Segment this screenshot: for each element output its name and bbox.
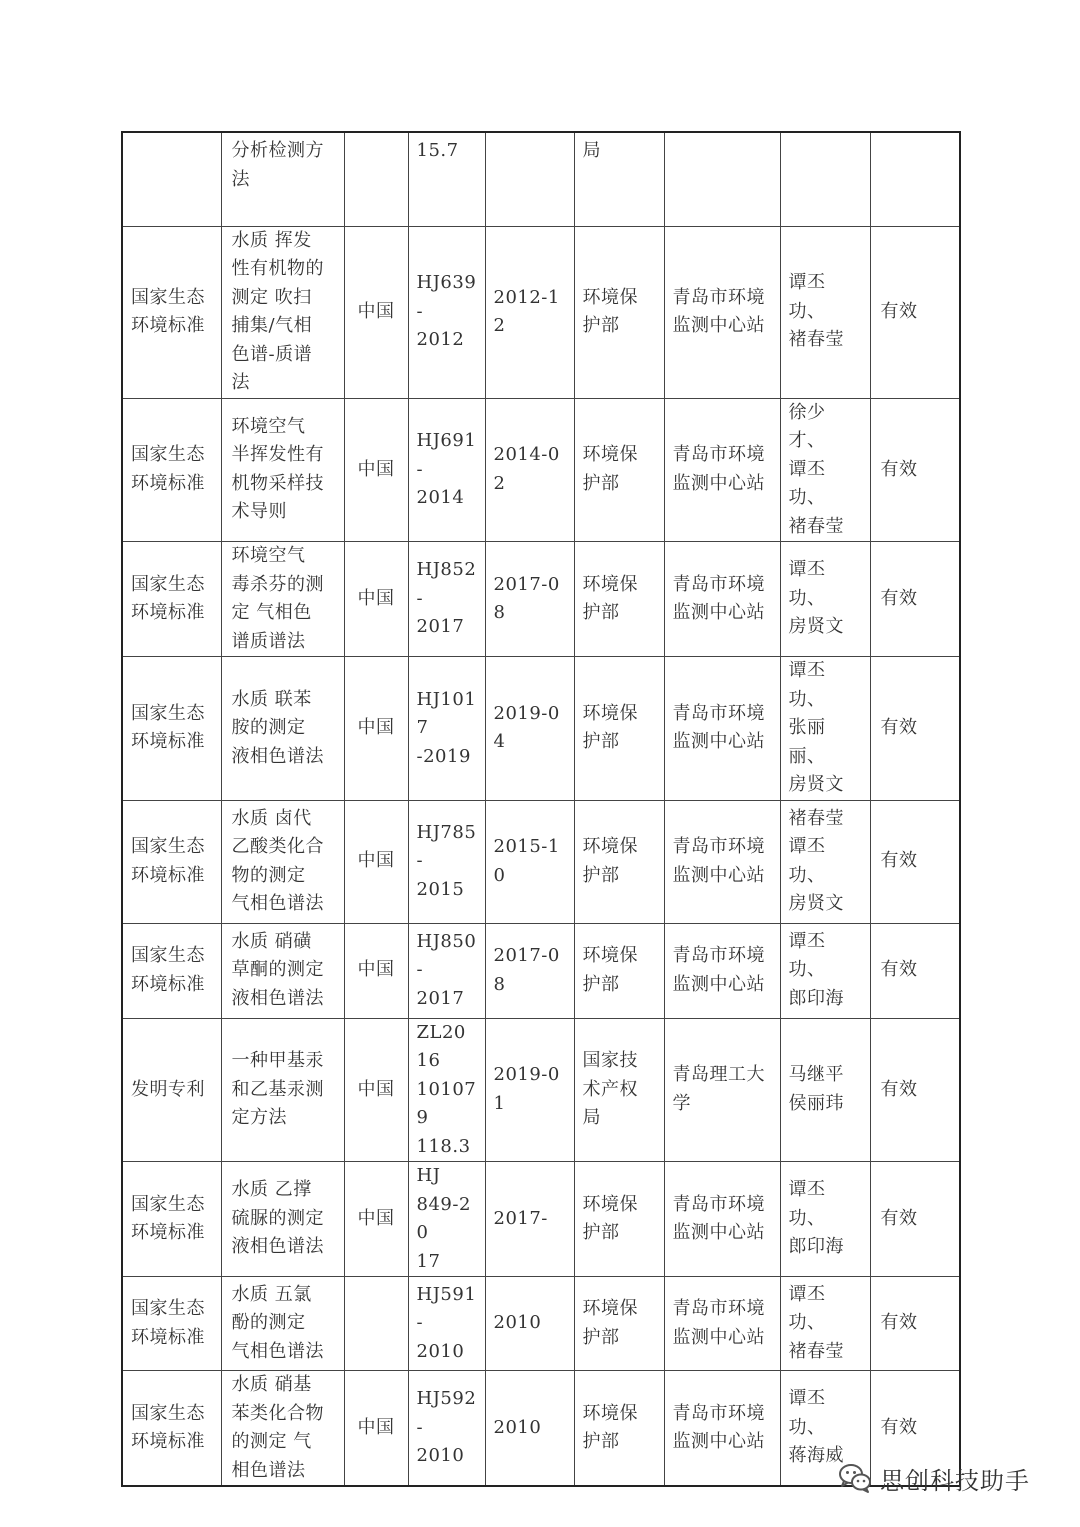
cell-standard-name: 一种甲基汞 和乙基汞测 定方法 xyxy=(221,1018,344,1162)
cell-date: 2012-12 xyxy=(485,226,574,398)
cell-country: 中国 xyxy=(344,800,408,923)
cell-code: ZL2016 101079 118.3 xyxy=(408,1018,485,1162)
cell-type: 国家生态 环境标准 xyxy=(122,226,221,398)
wechat-icon xyxy=(838,1462,872,1494)
cell-publisher: 环境保 护部 xyxy=(574,226,664,398)
cell-code: HJ785- 2015 xyxy=(408,800,485,923)
cell-type: 国家生态 环境标准 xyxy=(122,1162,221,1277)
cell-code: HJ691- 2014 xyxy=(408,398,485,542)
cell-unit: 青岛市环境 监测中心站 xyxy=(664,923,780,1018)
cell-unit: 青岛市环境 监测中心站 xyxy=(664,800,780,923)
cell-type: 国家生态 环境标准 xyxy=(122,657,221,801)
cell-standard-name: 水质 联苯 胺的测定 液相色谱法 xyxy=(221,657,344,801)
cell-standard-name: 水质 挥发 性有机物的 测定 吹扫 捕集/气相 色谱-质谱 法 xyxy=(221,226,344,398)
cell-unit: 青岛市环境 监测中心站 xyxy=(664,657,780,801)
table-row xyxy=(122,800,960,923)
cell-status: 有效 xyxy=(870,800,960,923)
cell-standard-name: 环境空气 半挥发性有 机物采样技 术导则 xyxy=(221,398,344,542)
cell-status xyxy=(870,132,960,226)
cell-country xyxy=(344,1277,408,1371)
cell-code: HJ850- 2017 xyxy=(408,923,485,1018)
cell-authors: 谭丕功、 郎印海 xyxy=(780,923,870,1018)
table-row xyxy=(122,542,960,657)
standards-table xyxy=(121,131,961,1487)
cell-unit: 青岛市环境 监测中心站 xyxy=(664,1162,780,1277)
cell-unit xyxy=(664,132,780,226)
cell-unit: 青岛市环境 监测中心站 xyxy=(664,542,780,657)
cell-status: 有效 xyxy=(870,923,960,1018)
cell-code: HJ639- 2012 xyxy=(408,226,485,398)
cell-country: 中国 xyxy=(344,398,408,542)
cell-country: 中国 xyxy=(344,1162,408,1277)
cell-date: 2019-04 xyxy=(485,657,574,801)
table-row xyxy=(122,1277,960,1371)
cell-standard-name: 环境空气 毒杀芬的测 定 气相色 谱质谱法 xyxy=(221,542,344,657)
table-body xyxy=(122,132,960,1486)
cell-country: 中国 xyxy=(344,1018,408,1162)
cell-publisher: 环境保 护部 xyxy=(574,923,664,1018)
cell-standard-name: 水质 硝磺 草酮的测定 液相色谱法 xyxy=(221,923,344,1018)
cell-publisher: 国家技 术产权 局 xyxy=(574,1018,664,1162)
cell-type: 发明专利 xyxy=(122,1018,221,1162)
cell-status: 有效 xyxy=(870,1162,960,1277)
cell-authors: 谭丕功、 郎印海 xyxy=(780,1162,870,1277)
watermark xyxy=(838,1458,1030,1498)
cell-date: 2017- xyxy=(485,1162,574,1277)
cell-country: 中国 xyxy=(344,657,408,801)
cell-unit: 青岛理工大 学 xyxy=(664,1018,780,1162)
cell-code: 15.7 xyxy=(408,132,485,226)
cell-unit: 青岛市环境 监测中心站 xyxy=(664,1371,780,1487)
cell-date xyxy=(485,132,574,226)
cell-type: 国家生态 环境标准 xyxy=(122,542,221,657)
cell-authors: 谭丕功、 褚春莹 xyxy=(780,226,870,398)
cell-date: 2015-10 xyxy=(485,800,574,923)
table-row xyxy=(122,226,960,398)
cell-code: HJ1017 -2019 xyxy=(408,657,485,801)
cell-status: 有效 xyxy=(870,657,960,801)
cell-publisher: 环境保 护部 xyxy=(574,542,664,657)
cell-unit: 青岛市环境 监测中心站 xyxy=(664,1277,780,1371)
cell-code: HJ591- 2010 xyxy=(408,1277,485,1371)
cell-code: HJ592- 2010 xyxy=(408,1371,485,1487)
cell-publisher: 环境保 护部 xyxy=(574,657,664,801)
cell-date: 2019-01 xyxy=(485,1018,574,1162)
cell-type: 国家生态 环境标准 xyxy=(122,1277,221,1371)
cell-date: 2017-08 xyxy=(485,923,574,1018)
table-row xyxy=(122,398,960,542)
cell-standard-name: 分析检测方 法 xyxy=(221,132,344,226)
cell-standard-name: 水质 硝基 苯类化合物 的测定 气 相色谱法 xyxy=(221,1371,344,1487)
cell-standard-name: 水质 五氯 酚的测定 气相色谱法 xyxy=(221,1277,344,1371)
cell-publisher: 环境保 护部 xyxy=(574,1277,664,1371)
cell-country: 中国 xyxy=(344,226,408,398)
cell-authors xyxy=(780,132,870,226)
cell-unit: 青岛市环境 监测中心站 xyxy=(664,398,780,542)
cell-type: 国家生态 环境标准 xyxy=(122,923,221,1018)
cell-country: 中国 xyxy=(344,923,408,1018)
table-row xyxy=(122,1371,960,1487)
cell-status: 有效 xyxy=(870,1018,960,1162)
watermark-text: 思创科技助手 xyxy=(880,1466,1030,1495)
cell-standard-name: 水质 卤代 乙酸类化合 物的测定 气相色谱法 xyxy=(221,800,344,923)
cell-date: 2017-08 xyxy=(485,542,574,657)
cell-authors: 谭丕功、 褚春莹 xyxy=(780,1277,870,1371)
table-row xyxy=(122,132,960,226)
table-row xyxy=(122,1162,960,1277)
cell-publisher: 环境保 护部 xyxy=(574,800,664,923)
cell-date: 2014-02 xyxy=(485,398,574,542)
cell-status: 有效 xyxy=(870,1277,960,1371)
cell-authors: 马继平 侯丽玮 xyxy=(780,1018,870,1162)
cell-authors: 谭丕功、 房贤文 xyxy=(780,542,870,657)
cell-code: HJ852- 2017 xyxy=(408,542,485,657)
cell-type xyxy=(122,132,221,226)
cell-authors: 谭丕功、 张丽丽、 房贤文 xyxy=(780,657,870,801)
cell-authors: 谭丕功、 蒋海威 xyxy=(780,1371,870,1487)
cell-country: 中国 xyxy=(344,542,408,657)
cell-unit: 青岛市环境 监测中心站 xyxy=(664,226,780,398)
cell-publisher: 环境保 护部 xyxy=(574,1162,664,1277)
cell-publisher: 局 xyxy=(574,132,664,226)
cell-country xyxy=(344,132,408,226)
cell-date: 2010 xyxy=(485,1277,574,1371)
cell-authors: 徐少才、 谭丕功、 褚春莹 xyxy=(780,398,870,542)
table-row xyxy=(122,657,960,801)
cell-standard-name: 水质 乙撑 硫脲的测定 液相色谱法 xyxy=(221,1162,344,1277)
cell-authors: 褚春莹 谭丕功、 房贤文 xyxy=(780,800,870,923)
table-row xyxy=(122,923,960,1018)
cell-publisher: 环境保 护部 xyxy=(574,1371,664,1487)
cell-publisher: 环境保 护部 xyxy=(574,398,664,542)
table-row xyxy=(122,1018,960,1162)
cell-status: 有效 xyxy=(870,226,960,398)
cell-date: 2010 xyxy=(485,1371,574,1487)
cell-country: 中国 xyxy=(344,1371,408,1487)
cell-type: 国家生态 环境标准 xyxy=(122,398,221,542)
cell-code: HJ 849-20 17 xyxy=(408,1162,485,1277)
cell-type: 国家生态 环境标准 xyxy=(122,1371,221,1487)
cell-type: 国家生态 环境标准 xyxy=(122,800,221,923)
cell-status: 有效 xyxy=(870,1371,960,1487)
cell-status: 有效 xyxy=(870,542,960,657)
cell-status: 有效 xyxy=(870,398,960,542)
